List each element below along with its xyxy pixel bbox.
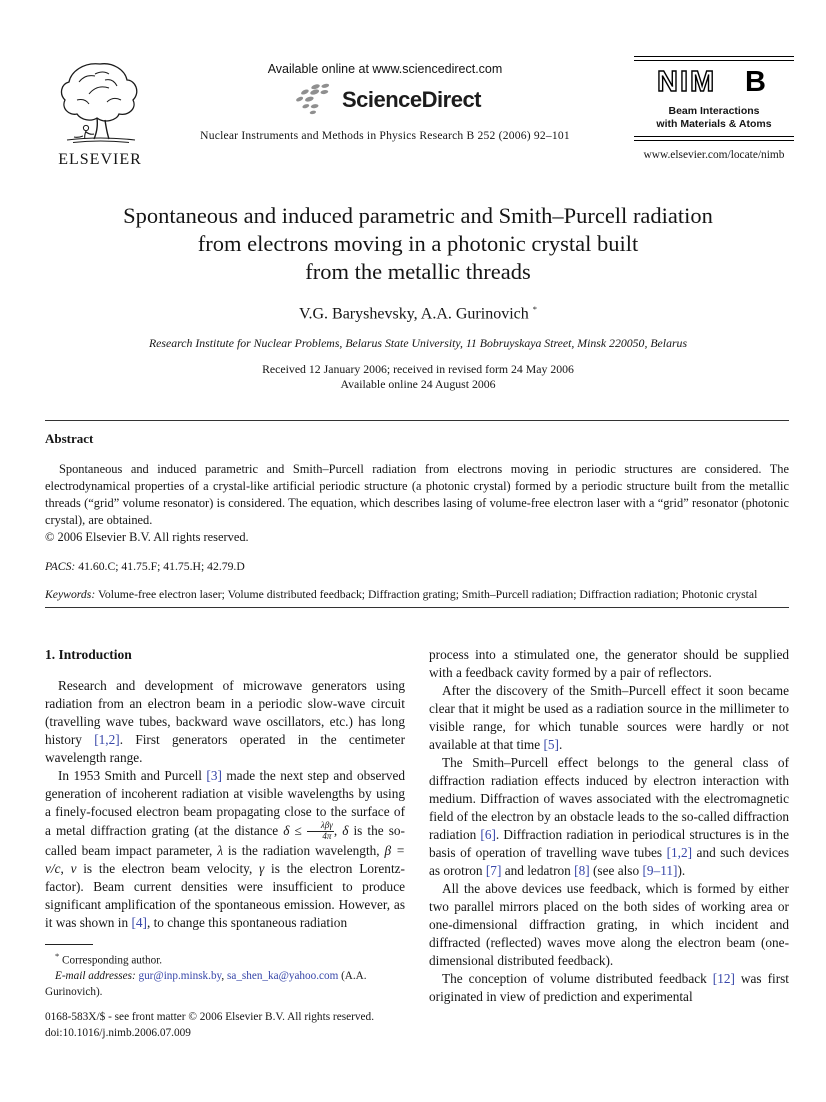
right-column [429,646,789,1006]
email-link[interactable]: gur@inp.minsk.by [138,970,222,983]
text-run: Corresponding author. [59,954,163,967]
nimb-logo-icon [655,64,773,98]
text-run: , [333,822,343,838]
paragraph [429,880,789,970]
sciencedirect-wordmark: ScienceDirect [341,87,482,112]
text-run: λ [217,842,224,858]
elsevier-wordmark: ELSEVIER [58,151,142,168]
citation-ref[interactable]: [3] [206,768,222,783]
inline-fraction: $\frac{\text{λβγ}}{4\pi}$ [307,821,334,842]
text-run: In 1953 Smith and Purcell [58,768,207,783]
text-run: v [70,860,77,876]
text-run: was first originated in view of prediction and experimental [429,971,789,1004]
sciencedirect-dots-icon [289,80,335,120]
double-rule-bottom [634,136,794,141]
text-run: , to change this spontaneous radiation [146,914,348,930]
text-run: After the discovery of the Smith–Purcell effect it soon became clear that it might be used as a radiation source in the millimeter to visible range, for which tunable sources were hardly or not available at that time [429,683,789,752]
text-run: . Diffraction radiation in periodical structures is in the basis of operation of travelling wave tubes [429,827,789,860]
text-run: , [60,860,71,876]
text-run: made the next step and observed generation of incoherent radiation at visible wavelengths by using a finely-focused electron beam propagating close to the surface of a metal diffraction grating (at the distance [45,768,405,838]
text-run: . First generators operated in the centimeter wavelength range. [45,732,405,765]
footnote-rule [45,944,93,945]
citation-ref[interactable]: [9–11] [642,863,678,878]
article-title-line: from the metallic threads [305,259,531,284]
text-run: (see also [589,863,643,878]
paragraph [45,767,405,932]
svg-text:B: B [745,66,766,98]
text-run: V.G. Baryshevsky, A.A. Gurinovich [298,305,533,323]
abstract-heading: Abstract [45,431,94,446]
header-center [150,62,620,142]
citation-ref[interactable]: [4] [131,914,147,930]
text-run: Research and development of microwave generators using radiation from an electron beam in a periodic slow-wave circuit (travelling wave tubes, backward wave oscillators, etc.) has long history [45,678,405,747]
email-link[interactable]: sa_shen_ka@yahoo.com [227,970,339,983]
title-block [50,202,786,391]
text-run: , [221,970,227,983]
text-run: and ledatron [501,863,575,878]
citation-ref[interactable]: [1,2] [666,845,693,860]
available-online-text: Available online at www.sciencedirect.com [267,62,503,76]
pacs-values: 41.60.C; 41.75.F; 41.75.H; 42.79.D [78,560,245,573]
nimb-tagline-1: Beam Interactions [668,105,760,117]
citation-ref[interactable]: [8] [574,863,590,878]
nimb-tagline-2: with Materials & Atoms [656,117,772,130]
left-column-text [45,677,405,932]
authors-line [50,304,786,323]
citation-ref[interactable]: [1,2] [94,732,120,747]
abstract-top-rule [45,420,789,421]
footnote-block [45,944,407,1000]
paragraph [45,677,405,767]
corresponding-author-note [45,949,407,969]
journal-citation-line: Nuclear Instruments and Methods in Physics Research B 252 (2006) 92–101 [200,129,570,142]
issn-copyright-line: 0168-583X/$ - see front matter © 2006 Elsevier B.V. All rights reserved. [45,1011,375,1023]
text-run: The conception of volume distributed feedback [442,971,713,986]
text-run: process into a stimulated one, the generator should be supplied with a feedback cavity formed by a pair of reflectors. [429,647,789,680]
elsevier-logo-block [44,60,156,169]
paragraph [429,754,789,880]
article-title-line: from electrons moving in a photonic crystal built [197,231,639,256]
text-run: is the radiation wavelength, [223,842,385,858]
pacs-line [45,560,789,573]
elsevier-locate-url: www.elsevier.com/locate/nimb [643,149,785,161]
paragraph [429,682,789,754]
pacs-label: PACS: [45,560,76,573]
text-run: β = v/c [45,842,406,876]
footnote-marker: * [55,951,60,961]
keywords-values: Volume-free electron laser; Volume distributed feedback; Diffraction grating; Smith–Purcell radiation; Diffraction radiation; Photonic crystal [97,588,758,601]
text-run: δ [283,822,290,838]
text-run: ). [677,863,686,878]
citation-ref[interactable]: [5] [543,737,559,752]
text-run: (A.A. Gurinovich). [45,970,367,998]
received-dates [50,362,786,391]
text-run: and such devices as orotron [429,845,789,878]
affiliation-line: Research Institute for Nuclear Problems, Belarus State University, 11 Bobruyskaya Street, Minsk 220050, Belarus [148,336,688,351]
citation-ref[interactable]: [6] [480,827,496,842]
abstract-section [45,431,789,546]
corresponding-author-mark[interactable]: * [532,304,537,314]
text-run: is the electron Lorentz-factor). Beam current densities were insufficient to produce significant amplification of the spontaneous emission. However, as it was shown in [45,860,405,930]
text-run: δ [342,822,349,838]
imprint-block [45,1009,374,1041]
nimb-journal-logo [634,56,794,161]
text-run: γ [259,860,265,876]
text-run: is the so-called beam impact parameter, [45,822,405,858]
citation-ref[interactable]: [12] [712,971,735,986]
section-heading: 1. Introduction [45,647,132,662]
available-online-line: Available online 24 August 2006 [340,376,496,391]
keywords-bottom-rule [45,607,789,608]
svg-text:NIM: NIM [657,66,717,98]
double-rule-top [634,56,794,61]
citation-ref[interactable]: [7] [485,863,502,878]
abstract-body: Spontaneous and induced parametric and Smith–Purcell radiation from electrons moving in periodic structures are considered. The electrodynamical properties of a crystal-like artificial periodic structure (a photonic crystal) formed by a periodic structure built from the metallic threads (“grid” volume resonator) is considered. The equation, which describes lasing of volume-free electron laser with a “grid” resonator (photonic crystal), are obtained. [45,462,789,527]
sciencedirect-logo [150,80,620,120]
text-run: The Smith–Purcell effect belongs to the general class of diffraction radiation effects induced by electron interaction with medium. Diffraction of waves associated with the electromagnetic field of the electron by an obstacle leads to the so-called diffraction radiation [429,755,789,842]
text-run: ≤ [289,822,307,838]
email-addresses-note [45,969,407,1000]
keywords-label: Keywords: [45,588,96,601]
text-run: . [558,737,563,752]
paragraph [429,970,789,1006]
text-run: E-mail addresses: [55,970,136,983]
text-run: All the above devices use feedback, which is formed by either two parallel mirrors placed on the both sides of working area or one-dimensional diffraction grating, in which incident and diffracted (reflected) waves move along the electron beam (one-dimensional distributed feedback). [429,881,789,968]
keywords-line [45,588,789,601]
elsevier-tree-icon [54,60,146,144]
abstract-copyright: © 2006 Elsevier B.V. All rights reserved. [45,530,249,544]
article-title-line: Spontaneous and induced parametric and Smith–Purcell radiation [123,203,713,228]
right-column-text [429,646,789,1006]
text-run: is the electron beam velocity, [76,860,260,876]
received-line: Received 12 January 2006; received in revised form 24 May 2006 [262,362,574,377]
doi-line: doi:10.1016/j.nimb.2006.07.009 [45,1027,191,1039]
paragraph [429,646,789,682]
